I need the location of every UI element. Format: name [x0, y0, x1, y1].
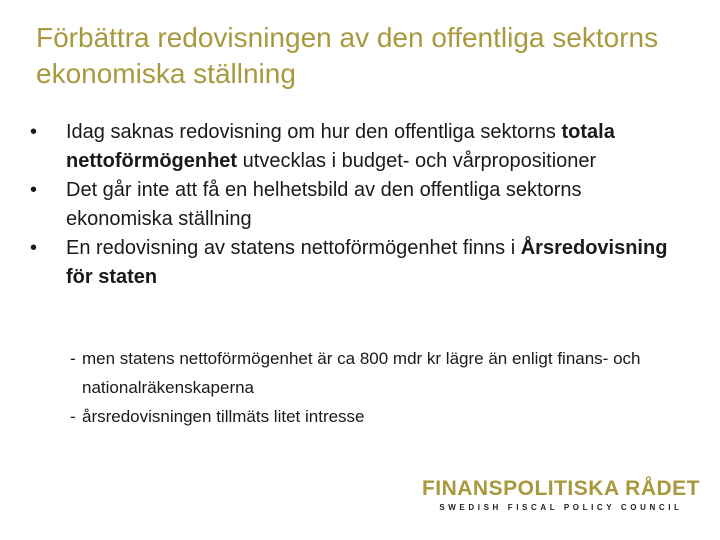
bullet-dot: • — [30, 237, 38, 259]
bullet-text: Det går inte att få en helhetsbild av den offentliga sektorns ekonomiska ställning — [66, 179, 582, 230]
sub-point-text: årsredovisningen tillmäts litet intresse — [82, 407, 365, 426]
bullet-dot: • — [30, 179, 38, 201]
sub-point-dash: - — [70, 349, 76, 368]
bullet-text: Idag saknas redovisning om hur den offentliga sektorns — [66, 121, 562, 143]
bullet-list — [28, 118, 688, 292]
bullet-text: En redovisning av statens nettoförmögenhet finns i — [66, 237, 521, 259]
sub-point — [70, 344, 670, 402]
sub-point-text: men statens nettoförmögenhet är ca 800 mdr kr lägre än enligt finans- och nationalräkenskaperna — [82, 349, 641, 397]
council-logo — [422, 476, 700, 514]
bullet-dot: • — [30, 121, 38, 143]
sub-point-dash: - — [70, 407, 76, 426]
logo-subtitle: SWEDISH FISCAL POLICY COUNCIL — [439, 503, 683, 512]
sub-point — [70, 402, 670, 431]
bullet-item — [28, 118, 688, 176]
bullet-bold-text: Årsredovisning för staten — [66, 237, 668, 288]
bullet-item — [28, 176, 688, 234]
logo-name: FINANSPOLITISKA RÅDET — [421, 477, 700, 500]
bullet-text-tail: utvecklas i budget- och vårpropositioner — [237, 150, 597, 172]
bullet-bold-text: totala nettoförmögenhet — [66, 121, 615, 172]
bullet-item — [28, 234, 688, 292]
sub-point-list — [70, 344, 670, 431]
slide-title: Förbättra redovisningen av den offentliga sektorns ekonomiska ställning — [36, 22, 659, 89]
